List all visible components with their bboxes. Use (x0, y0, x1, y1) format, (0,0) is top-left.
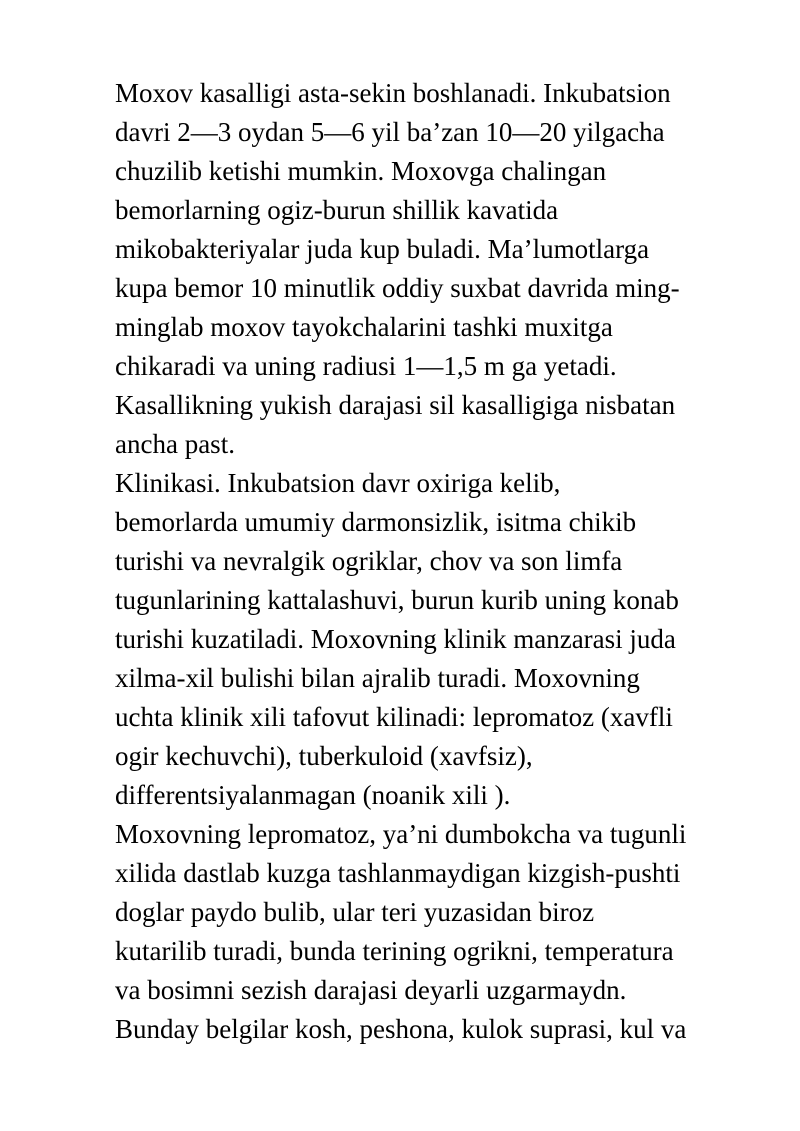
text-line: bemorlarda umumiy darmonsizlik, isitma chikib (115, 507, 637, 537)
text-line: bemorlarning ogiz-burun shillik kavatida (115, 195, 559, 225)
text-line: kutarilib turadi, bunda terining ogrikni, temperatura (115, 936, 674, 966)
text-line: Moxovning lepromatoz, ya’ni dumbokcha va tugunli (115, 819, 687, 849)
text-line: davri 2—3 oydan 5—6 yil ba’zan 10—20 yilgacha (115, 117, 665, 147)
text-line: doglar paydo bulib, ular teri yuzasidan biroz (115, 897, 595, 927)
text-line: uchta klinik xili tafovut kilinadi: lepromatoz (xavfli (115, 702, 673, 732)
text-line: xilma-xil bulishi bilan ajralib turadi. Moxovning (115, 663, 640, 693)
text-line: differentsiyalanmagan (noanik xili ). (115, 780, 511, 810)
text-line: chuzilib ketishi mumkin. Moxovga chalingan (115, 156, 607, 186)
text-line: turishi va nevralgik ogriklar, chov va son limfa (115, 546, 623, 576)
text-line: Moxov kasalligi asta-sekin boshlanadi. Inkubatsion (115, 78, 671, 108)
text-line: Kasallikning yukish darajasi sil kasalligiga nisbatan (115, 390, 676, 420)
text-line: turishi kuzatiladi. Moxovning klinik manzarasi juda (115, 624, 676, 654)
text-line: chikaradi va uning radiusi 1—1,5 m ga yetadi. (115, 351, 617, 381)
text-line: Bunday belgilar kosh, peshona, kulok suprasi, kul va (115, 1014, 687, 1044)
text-line: xilida dastlab kuzga tashlanmaydigan kizgish-pushti (115, 858, 681, 888)
text-line: ogir kechuvchi), tuberkuloid (xavfsiz), (115, 741, 533, 771)
text-line: Klinikasi. Inkubatsion davr oxiriga kelib, (115, 468, 561, 498)
text-line: ancha past. (115, 429, 235, 459)
text-line: kupa bemor 10 minutlik oddiy suxbat davrida ming- (115, 273, 680, 303)
text-line: tugunlarining kattalashuvi, burun kurib uning konab (115, 585, 679, 615)
text-line: minglab moxov tayokchalarini tashki muxitga (115, 312, 613, 342)
body-text (115, 74, 755, 1049)
text-line: va bosimni sezish darajasi deyarli uzgarmaydn. (115, 975, 627, 1005)
text-line: mikobakteriyalar juda kup buladi. Ma’lumotlarga (115, 234, 650, 264)
